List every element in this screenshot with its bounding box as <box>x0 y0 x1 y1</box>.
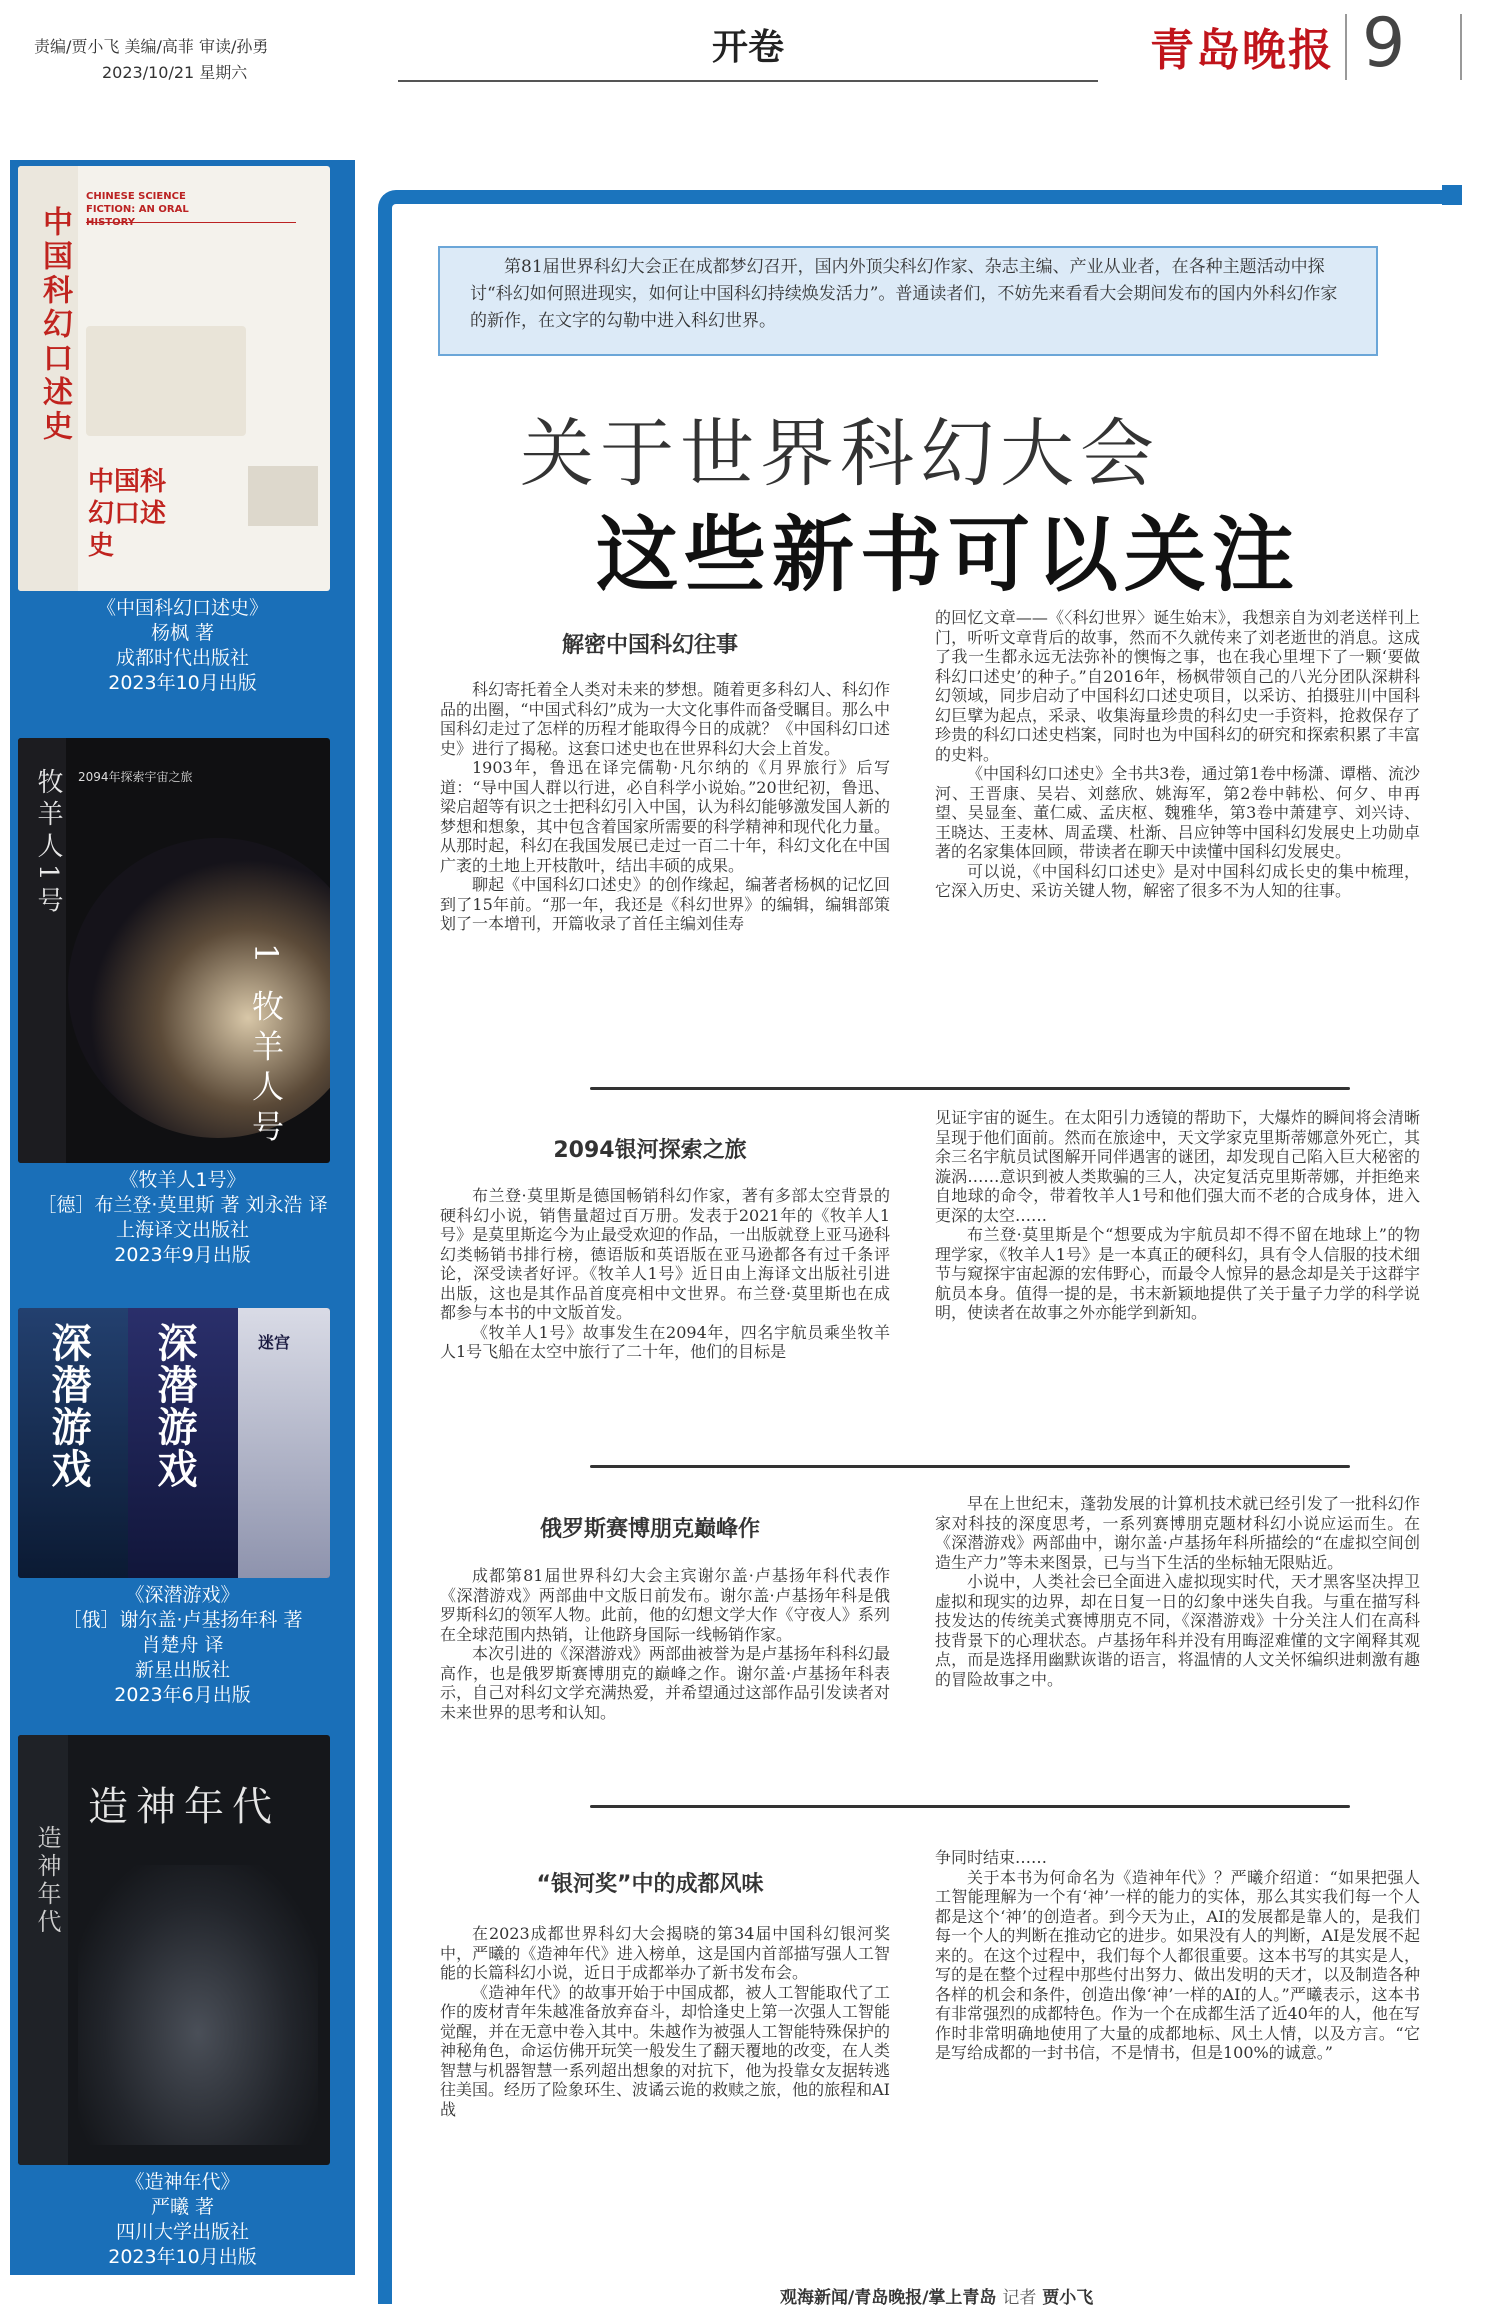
section-4-left-column <box>440 1924 890 2119</box>
section-divider <box>590 1805 1350 1808</box>
section-4-title: “银河奖”中的成都风味 <box>536 1872 764 1897</box>
book3-cover-tag: 迷宫 <box>258 1333 291 1352</box>
paragraph: 小说中，人类社会已全面进入虚拟现实时代，天才黑客坚决捍卫虚拟和现实的边界，却在日复一日的幻象中迷失自我。与重在描写科技发达的传统美式赛博朋克不同，《深潜游戏》十分关注人们在高科技背景下的心理状态。卢基扬年科并没有用晦涩难懂的文字阐释其观点，而是选择用幽默诙谐的语言，将温情的人文关怀编织进刺激有趣的冒险故事之中。 <box>935 1572 1420 1689</box>
book3-translator: 肖楚舟 译 <box>141 1634 224 1656</box>
book1-caption <box>10 596 355 696</box>
paragraph: 争同时结束…… <box>935 1848 1048 1867</box>
book4-cover-title: 造神年代 <box>88 1784 280 1830</box>
section-3-title: 俄罗斯赛博朋克巅峰作 <box>539 1517 760 1542</box>
intro-box: 第81届世界科幻大会正在成都梦幻召开，国内外顶尖科幻作家、杂志主编、产业从业者，在各种主题活动中探讨“科幻如何照进现实，如何让中国科幻持续焕发活力”。普通读者们，不妨先来看看大会期间发布的国内外科幻作家的新作，在文字的勾勒中进入科幻世界。 <box>438 246 1378 356</box>
book2-spine-title: 牧羊人1号 <box>33 768 63 919</box>
book1-author: 杨枫 著 <box>150 622 215 644</box>
paragraph: 布兰登·莫里斯是个“想要成为宇航员却不得不留在地球上”的物理学家，《牧羊人1号》是一本真正的硬科幻，具有令人信服的技术细节与窥探宇宙起源的宏伟野心，而最令人惊异的悬念却是关于这群宇航员本身。值得一提的是，书末新颖地提供了关于量子力学的科学说明，使读者在故事之外亦能学到新知。 <box>935 1225 1420 1322</box>
book3-cover-title: 深潜游戏 <box>45 1322 92 1490</box>
book4-caption <box>10 2170 355 2270</box>
book1-spine-title: 中国科幻口述史 <box>37 206 72 444</box>
paragraph: 本次引进的《深潜游戏》两部曲被誉为是卢基扬年科科幻最高作，也是俄罗斯赛博朋克的巅峰之作。谢尔盖·卢基扬年科表示，自己对科幻文学充满热爱，并希望通过这部作品引发读者对未来世界的思考和认知。 <box>440 1644 890 1722</box>
paragraph: 的回忆文章——《〈科幻世界〉诞生始末》，我想亲自为刘老送样刊上门，听听文章背后的故事，然而不久就传来了刘老逝世的消息。这成了我一生都永远无法弥补的懊悔之事，也在我心里埋下了一颗‘要做科幻口述史’的种子。”自2016年，杨枫带领自己的八光分团队深耕科幻领域，同步启动了中国科幻口述史项目，以采访、拍摄驻川中国科幻巨擘为起点，采录、收集海量珍贵的科幻史一手资料，抢救保存了珍贵的科幻口述史档案，同时也为中国科幻的研究和探索积累了丰富的史料。 <box>935 608 1420 764</box>
paragraph: 见证宇宙的诞生。在太阳引力透镜的帮助下，大爆炸的瞬间将会清晰呈现于他们面前。然而在旅途中，天文学家克里斯蒂娜意外死亡，其余三名宇航员试图解开同伴遇害的谜团，却发现自己陷入巨大秘密的漩涡……意识到被人类欺骗的三人，决定复活克里斯蒂娜，并拒绝来自地球的命令，带着牧羊人1号和他们强大而不老的合成身体，进入更深的太空…… <box>935 1108 1420 1225</box>
book2-cover-title: 1 牧羊人号 <box>247 943 285 1150</box>
book3-publisher: 新星出版社 <box>134 1659 230 1681</box>
book2-author: ［德］布兰登·莫里斯 著 刘永浩 译 <box>37 1194 328 1216</box>
header-divider <box>1460 14 1462 80</box>
book4-publisher: 四川大学出版社 <box>115 2221 249 2243</box>
paragraph: 布兰登·莫里斯是德国畅销科幻作家，著有多部太空背景的硬科幻小说，销售量超过百万册。发表于2021年的《牧羊人1号》是莫里斯迄今为止最受欢迎的作品，一出版就登上亚马逊科幻类畅销书排行榜，德语版和英语版在亚马逊都各有过千条评论，深受读者好评。《牧羊人1号》近日由上海译文出版社引进出版，这也是其作品首度亮相中文世界。布兰登·莫里斯也在成都参与本书的中文版首发。 <box>440 1186 890 1322</box>
paragraph: 可以说，《中国科幻口述史》是对中国科幻成长史的集中梳理，它深入历史、采访关键人物，解密了很多不为人知的往事。 <box>935 861 1420 900</box>
paragraph: 科幻寄托着全人类对未来的梦想。随着更多科幻人、科幻作品的出圈，“中国式科幻”成为一大文化事件而备受瞩目。那么中国科幻走过了怎样的历程才能取得今日的成就？《中国科幻口述史》进行了揭秘。这套口述史也在世界科幻大会上首发。 <box>440 680 890 758</box>
book3-pubdate: 2023年6月出版 <box>114 1684 251 1706</box>
book-cover-4 <box>18 1735 330 2165</box>
book-cover-3 <box>18 1308 330 1578</box>
book3-author: ［俄］谢尔盖·卢基扬年科 著 <box>62 1609 303 1631</box>
article-byline <box>780 2283 1093 2308</box>
paragraph: 在2023成都世界科幻大会揭晓的第34届中国科幻银河奖中，严曦的《造神年代》进入榜单，这是国内首部描写强人工智能的长篇科幻小说，近日于成都举办了新书发布会。 <box>440 1924 890 1982</box>
book1-title: 《中国科幻口述史》 <box>96 597 268 619</box>
book1-pubdate: 2023年10月出版 <box>108 672 257 694</box>
paragraph: 关于本书为何命名为《造神年代》？严曦介绍道：“如果把强人工智能理解为一个有‘神’一样的能力的实体，那么其实我们每一个人都是这个‘神’的创造者。到今天为止，AI的发展都是靠人的，是我们每一个人的判断在推动它的进步。如果没有人的判断，AI是发展不起来的。在这个过程中，我们每个人都很重要。这本书写的其实是人，写的是在整个过程中那些付出努力、做出发明的天才，以及制造各种各样的机会和条件，创造出像‘神’一样的AI的人。”严曦表示，这本书有非常强烈的成都特色。作为一个在成都生活了近40年的人，他在写作时非常明确地使用了大量的成都地标、风土人情，以及方言。“它是写给成都的一封书信，不是情书，但是100%的诚意。” <box>935 1867 1420 2062</box>
book4-spine-title: 造神年代 <box>33 1825 61 1937</box>
headline-line-2: 这些新书可以关注 <box>596 508 1301 603</box>
byline-reporter: 贾小飞 <box>1042 2288 1094 2308</box>
header-divider <box>1345 14 1347 80</box>
book1-en-title: CHINESE SCIENCE FICTION: AN ORAL <box>86 191 189 215</box>
byline-source: 观海新闻/青岛晚报/掌上青岛 <box>780 2288 997 2308</box>
paragraph: 《牧羊人1号》故事发生在2094年，四名宇航员乘坐牧羊人1号飞船在太空中旅行了二十年，他们的目标是 <box>440 1322 890 1361</box>
headline-line-1: 关于世界科幻大会 <box>520 411 1160 497</box>
book-sidebar <box>10 160 355 2275</box>
book-cover-2 <box>18 738 330 1163</box>
paragraph: 成都第81届世界科幻大会主宾谢尔盖·卢基扬年科代表作《深潜游戏》两部曲中文版日前发布。谢尔盖·卢基扬年科是俄罗斯科幻的领军人物。此前，他的幻想文学大作《守夜人》系列在全球范围内热销，让他跻身国际一线畅销作家。 <box>440 1566 890 1644</box>
book3-title: 《深潜游戏》 <box>125 1584 240 1606</box>
book4-pubdate: 2023年10月出版 <box>108 2246 257 2268</box>
section-divider <box>590 1465 1350 1468</box>
section-4-right-column <box>935 1848 1420 2063</box>
page-credits <box>34 34 268 86</box>
editor-credits: 责编/贾小飞 美编/高菲 审读/孙勇 <box>34 37 269 56</box>
book2-cover-tag: 2094年探索宇宙之旅 <box>78 770 193 784</box>
book-cover-1 <box>18 166 330 591</box>
section-2-right-column <box>935 1108 1420 1323</box>
paragraph: 聊起《中国科幻口述史》的创作缘起，编著者杨枫的记忆回到了15年前。“那一年，我还是《科幻世界》的编辑，编辑部策划了一本增刊，开篇收录了首任主编刘佳寿 <box>440 875 890 933</box>
book4-title: 《造神年代》 <box>125 2171 240 2193</box>
section-1-right-column <box>935 608 1420 901</box>
paragraph: 1903年，鲁迅在译完儒勒·凡尔纳的《月界旅行》后写道：“导中国人群以行进，必自科学小说始。”20世纪初，鲁迅、梁启超等有识之士把科幻引入中国，认为科幻能够激发国人新的梦想和想象，其中包含着国家所需要的科学精神和现代化力量。从那时起，科幻在我国发展已走过一百二十年，科幻文化在中国广袤的土地上开枝散叶，结出丰硕的成果。 <box>440 758 890 875</box>
book2-title: 《牧羊人1号》 <box>119 1169 246 1191</box>
paragraph: 《中国科幻口述史》全书共3卷，通过第1卷中杨潇、谭楷、流沙河、王晋康、吴岩、刘慈欣、姚海军，第2卷中韩松、何夕、申再望、吴显奎、董仁威、孟庆枢、魏雅华，第3卷中萧建亨、刘兴诗、王晓达、王麦林、周孟璞、杜渐、吕应钟等中国科幻发展史上功勋卓著的名家集体回顾，带读者在聊天中读懂中国科幻发展史。 <box>935 764 1420 861</box>
page-number: 9 <box>1362 4 1406 83</box>
book3-cover-title-2: 深潜游戏 <box>151 1322 198 1490</box>
book4-author: 严曦 著 <box>150 2196 215 2218</box>
section-2-left-column <box>440 1186 890 1362</box>
book2-caption <box>10 1168 355 1268</box>
book2-pubdate: 2023年9月出版 <box>114 1244 251 1266</box>
paragraph: 《造神年代》的故事开始于中国成都，被人工智能取代了工作的废材青年朱越准备放弃奋斗，却恰逢史上第一次强人工智能觉醒，并在无意中卷入其中。朱越作为被强人工智能特殊保护的神秘角色，命运仿佛开玩笑一般发生了翻天覆地的改变，在人类智慧与机器智慧一系列超出想象的对抗下，他为投靠女友据转逃往美国。经历了险象环生、波谲云诡的救赎之旅，他的旅程和AI战 <box>440 1982 890 2119</box>
section-divider <box>590 1087 1350 1090</box>
section-2-title: 2094银河探索之旅 <box>553 1138 747 1163</box>
book1-cover-title: 中国科幻口述史 <box>88 467 167 561</box>
paragraph: 早在上世纪末，蓬勃发展的计算机技术就已经引发了一批科幻作家对科技的深度思考，一系列赛博朋克题材科幻小说应运而生。在《深潜游戏》两部曲中，谢尔盖·卢基扬年科所描绘的“在虚拟空间创造生产力”等未来图景，已与当下生活的坐标轴无限贴近。 <box>935 1494 1420 1572</box>
newspaper-logo: 青岛晚报 <box>1150 25 1334 76</box>
section-3-right-column <box>935 1494 1420 1689</box>
section-title: 开卷 <box>398 20 1098 82</box>
book3-caption <box>10 1583 355 1708</box>
section-1-left-column <box>440 680 890 934</box>
byline-label: 记者 <box>1002 2288 1037 2308</box>
book1-publisher: 成都时代出版社 <box>115 647 249 669</box>
issue-date: 2023/10/21 星期六 <box>102 63 248 82</box>
book2-publisher: 上海译文出版社 <box>115 1219 249 1241</box>
section-1-title: 解密中国科幻往事 <box>561 633 738 658</box>
frame-corner <box>1442 185 1462 205</box>
section-3-left-column <box>440 1566 890 1722</box>
